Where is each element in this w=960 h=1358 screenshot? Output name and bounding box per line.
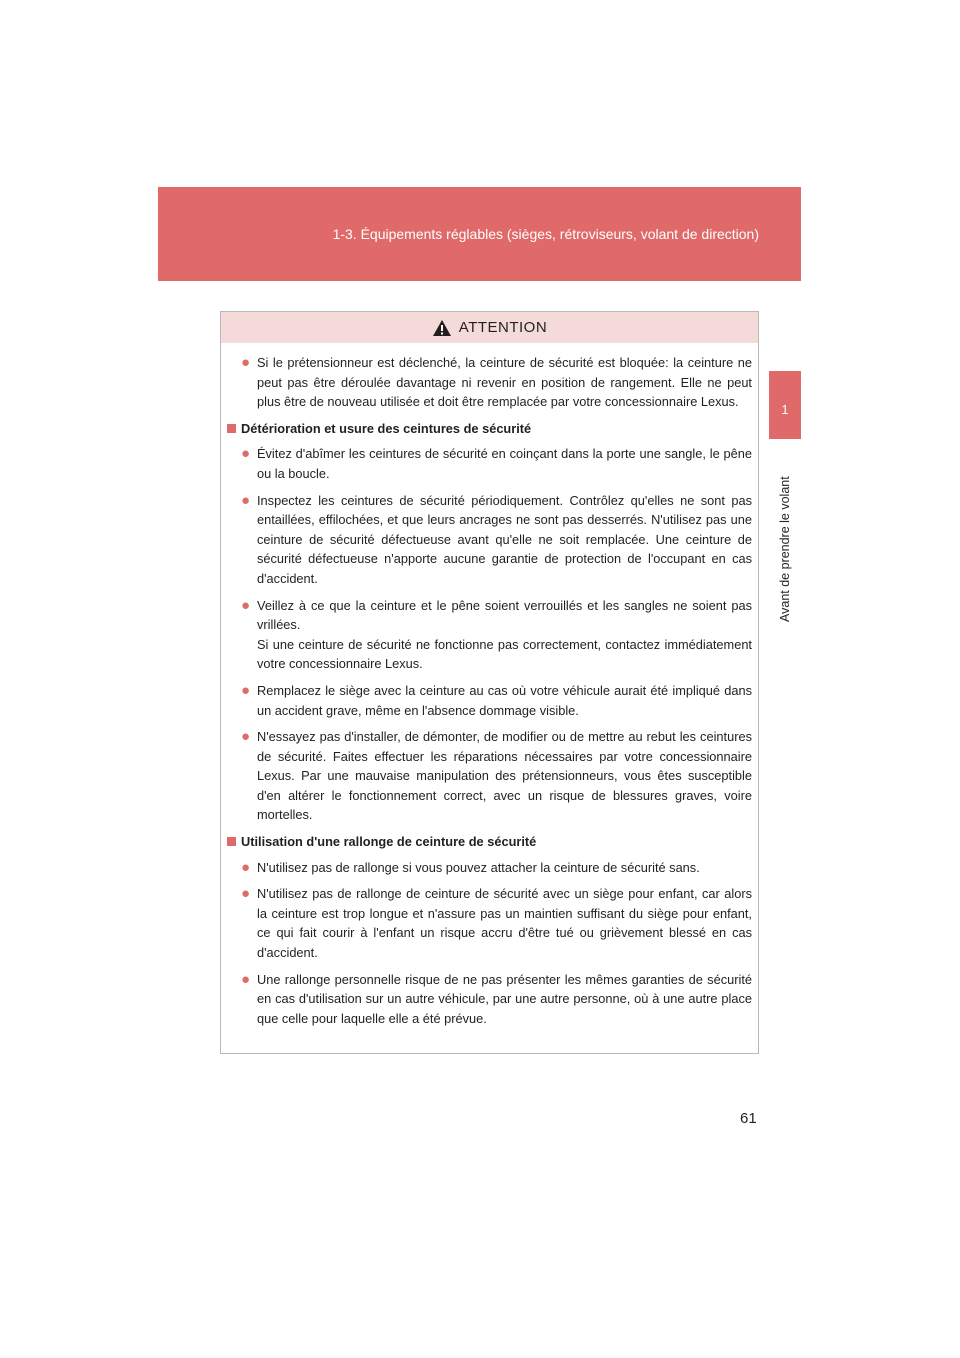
bullet-dot-icon: ● [241,858,251,876]
bullet-dot-icon: ● [241,354,251,371]
chapter-header-band [158,187,801,281]
bullet-dot-icon: ● [241,885,251,903]
section-square-icon [227,424,236,433]
chapter-side-label-text: Avant de prendre le volant [778,476,792,622]
bullet-item [225,353,752,412]
bullet-item [225,444,752,483]
bullet-item [225,596,752,674]
bullet-text: Si le prétensionneur est déclenché, la ceinture de sécurité est bloquée: la ceinture ne peut pas être déroulée davantage ni revenir en position de rangement. Elle ne peut plus être de nouveau utilisée et doit être remplacée par votre concessionnaire Lexus. [257,355,752,410]
chapter-side-tab [769,371,801,439]
bullet-item [225,884,752,962]
bullet-dot-icon: ● [241,445,251,463]
bullet-text: Inspectez les ceintures de sécurité périodiquement. Contrôlez qu'elles ne sont pas entaillées, effilochées, et que leurs ancrages ne sont pas desserrés. N'utilisez pas une ceinture de sécurité défectueuse avant qu'elle ne soit remplacée. Une ceinture de sécurité défectueuse n'apporte aucune garantie de protection de l'occupant en cas d'accident. [257,492,752,586]
chapter-title: 1-3. Équipements réglables (sièges, rétroviseurs, volant de direction) [332,226,759,242]
bullet-text: N'utilisez pas de rallonge de ceinture de sécurité avec un siège pour enfant, car alors la ceinture est trop longue et n'assure pas un maintien suffisant du siège pour enfant, ce qui fait courir à l'enfant un risque accru d'être tué ou grièvement blessé en cas d'accident. [257,886,752,961]
bullet-dot-icon: ● [241,728,251,746]
section-title [225,832,752,852]
bullet-text: Une rallonge personnelle risque de ne pas présenter les mêmes garanties de sécurité en cas d'utilisation sur un autre véhicule, par une autre personne, où à une autre place que celle pour laquelle elle a été prévue. [257,971,752,1026]
page-number: 61 [740,1110,757,1127]
bullet-text: Évitez d'abîmer les ceintures de sécurité en coinçant dans la porte une sangle, le pêne ou la boucle. [257,446,752,481]
bullet-item [225,858,752,878]
bullet-dot-icon: ● [241,596,251,614]
bullet-item [225,491,752,589]
bullet-text: N'utilisez pas de rallonge si vous pouvez attacher la ceinture de sécurité sans. [257,859,700,875]
section-title [225,419,752,439]
bullet-dot-icon: ● [241,491,251,509]
bullet-dot-icon: ● [241,970,251,988]
bullet-text: Veillez à ce que la ceinture et le pêne soient verrouillés et les sangles ne soient pas vrillées. Si une ceinture de sécurité ne fonctionne pas correctement, contactez immédiatement votre concessionnaire Lexus. [257,597,752,672]
bullet-text: Remplacez le siège avec la ceinture au cas où votre véhicule aurait été impliqué dans un accident grave, même en l'absence dommage visible. [257,682,752,718]
bullet-item [225,970,752,1029]
section-square-icon [227,837,236,846]
bullet-item [225,727,752,825]
warning-box [220,311,759,1054]
bullet-text: N'essayez pas d'installer, de démonter, de modifier ou de mettre au rebut les ceintures de sécurité. Faites effectuer les réparations nécessaires par votre concessionnaire Lexus. Par une mauvaise manipulation des prétensionneurs, vous êtes susceptible d'en altérer le fonctionnement correct, avec un risque de blessures graves, voire mortelles. [257,729,752,823]
bullet-item [225,681,752,720]
warning-body [221,343,758,1028]
chapter-number: 1 [781,402,789,417]
bullet-dot-icon: ● [241,681,251,699]
section-title-text: Utilisation d'une rallonge de ceinture de sécurité [241,834,537,850]
warning-header [221,312,758,343]
section-title-text: Détérioration et usure des ceintures de sécurité [241,420,532,436]
chapter-side-label [770,452,800,622]
warning-triangle-icon [432,319,452,337]
warning-title: ATTENTION [458,319,548,336]
